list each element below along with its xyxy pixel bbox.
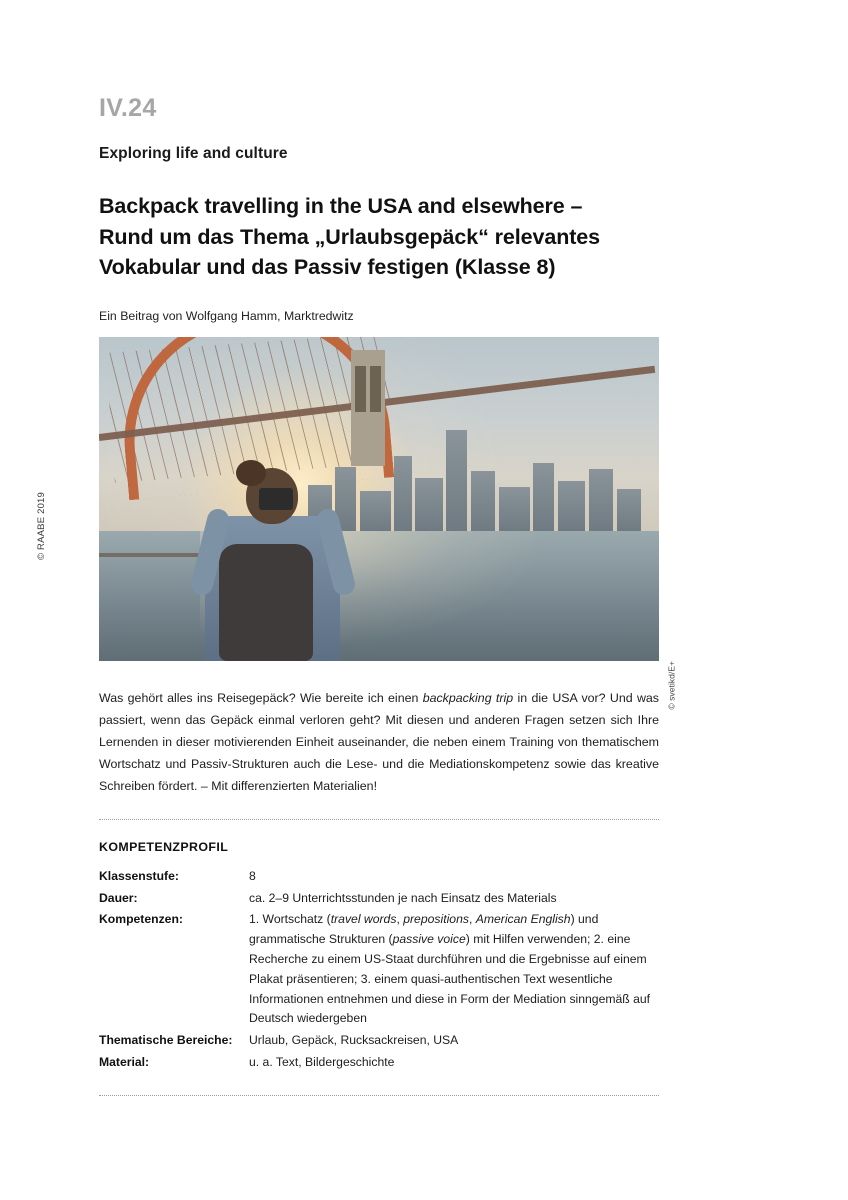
competence-profile-heading: KOMPETENZPROFIL: [99, 839, 229, 854]
table-row: [99, 910, 659, 1031]
table-row: [99, 889, 659, 911]
intro-paragraph: [99, 687, 659, 797]
row-key: Thematische Bereiche:: [99, 1033, 233, 1048]
image-credit: © svetikd/E+: [667, 660, 677, 710]
row-key: Material:: [99, 1054, 150, 1069]
komp-seg-4: ) und grammatische Strukturen (: [249, 912, 599, 947]
divider-bottom: [99, 1095, 659, 1096]
intro-part-1: Was gehört alles ins Reisegepäck? Wie bereite ich einen: [99, 690, 423, 705]
row-value: 8: [249, 868, 256, 883]
table-row: [99, 1031, 659, 1053]
komp-seg-1: 1. Wortschatz (: [249, 912, 331, 927]
komp-italic-3: American English: [475, 912, 571, 927]
row-value: u. a. Text, Bildergeschichte: [249, 1054, 395, 1069]
divider-top: [99, 819, 659, 820]
intro-italic-1: backpacking trip: [422, 690, 514, 705]
title-line-2: Rund um das Thema „Urlaubsgepäck“ relevantes: [99, 224, 601, 249]
page-title: [99, 191, 659, 283]
intro-part-2: in die USA vor? Und was passiert, wenn das Gepäck einmal verloren geht? Mit diesen und anderen Fragen setzen sich Ihre Lernenden in dieser motivierenden Einheit auseinander, die neben einem Training von thematischem Wortschatz und Passiv-Strukturen auch die Lese- und die Mediationskompetenz sowie das kreative Schreiben fördert. – Mit differenzierten Materialien!: [99, 690, 659, 793]
komp-italic-4: passive voice: [392, 932, 466, 947]
person-with-backpack: [189, 460, 357, 661]
komp-seg-2: ,: [396, 912, 404, 927]
row-value: Urlaub, Gepäck, Rucksackreisen, USA: [249, 1033, 459, 1048]
hero-image: [99, 337, 659, 661]
title-line-3: Vokabular und das Passiv festigen (Klasse 8): [99, 255, 556, 280]
title-line-1: Backpack travelling in the USA and elsewhere –: [99, 194, 583, 218]
komp-seg-5: ) mit Hilfen verwenden; 2. eine Recherche zu einem US-Staat durchführen und die Ergebnisse auf einem Plakat präsentieren; 3. einem quasi-authentischen Text wesentliche Informationen entnehmen und diese in Form der Mediation sinngemäß auf Deutsch wiedergeben: [249, 932, 651, 1026]
table-row: [99, 867, 659, 889]
row-value: ca. 2–9 Unterrichtsstunden je nach Einsatz des Materials: [249, 890, 557, 905]
row-key: Kompetenzen:: [99, 912, 183, 927]
author-line: Ein Beitrag von Wolfgang Hamm, Marktredwitz: [99, 308, 354, 323]
table-row: [99, 1053, 659, 1075]
komp-seg-3: ,: [468, 912, 476, 927]
komp-italic-2: prepositions: [403, 912, 469, 927]
side-copyright: © RAABE 2019: [36, 491, 47, 560]
unit-code: IV.24: [99, 94, 157, 122]
row-value-kompetenzen: [249, 910, 659, 1031]
row-key: Klassenstufe:: [99, 868, 179, 883]
content-column: [99, 0, 677, 1096]
komp-italic-1: travel words: [330, 912, 397, 927]
series-title: Exploring life and culture: [99, 145, 288, 162]
row-key: Dauer:: [99, 890, 138, 905]
bridge-tower: [351, 350, 385, 467]
competence-profile-table: [99, 867, 659, 1075]
